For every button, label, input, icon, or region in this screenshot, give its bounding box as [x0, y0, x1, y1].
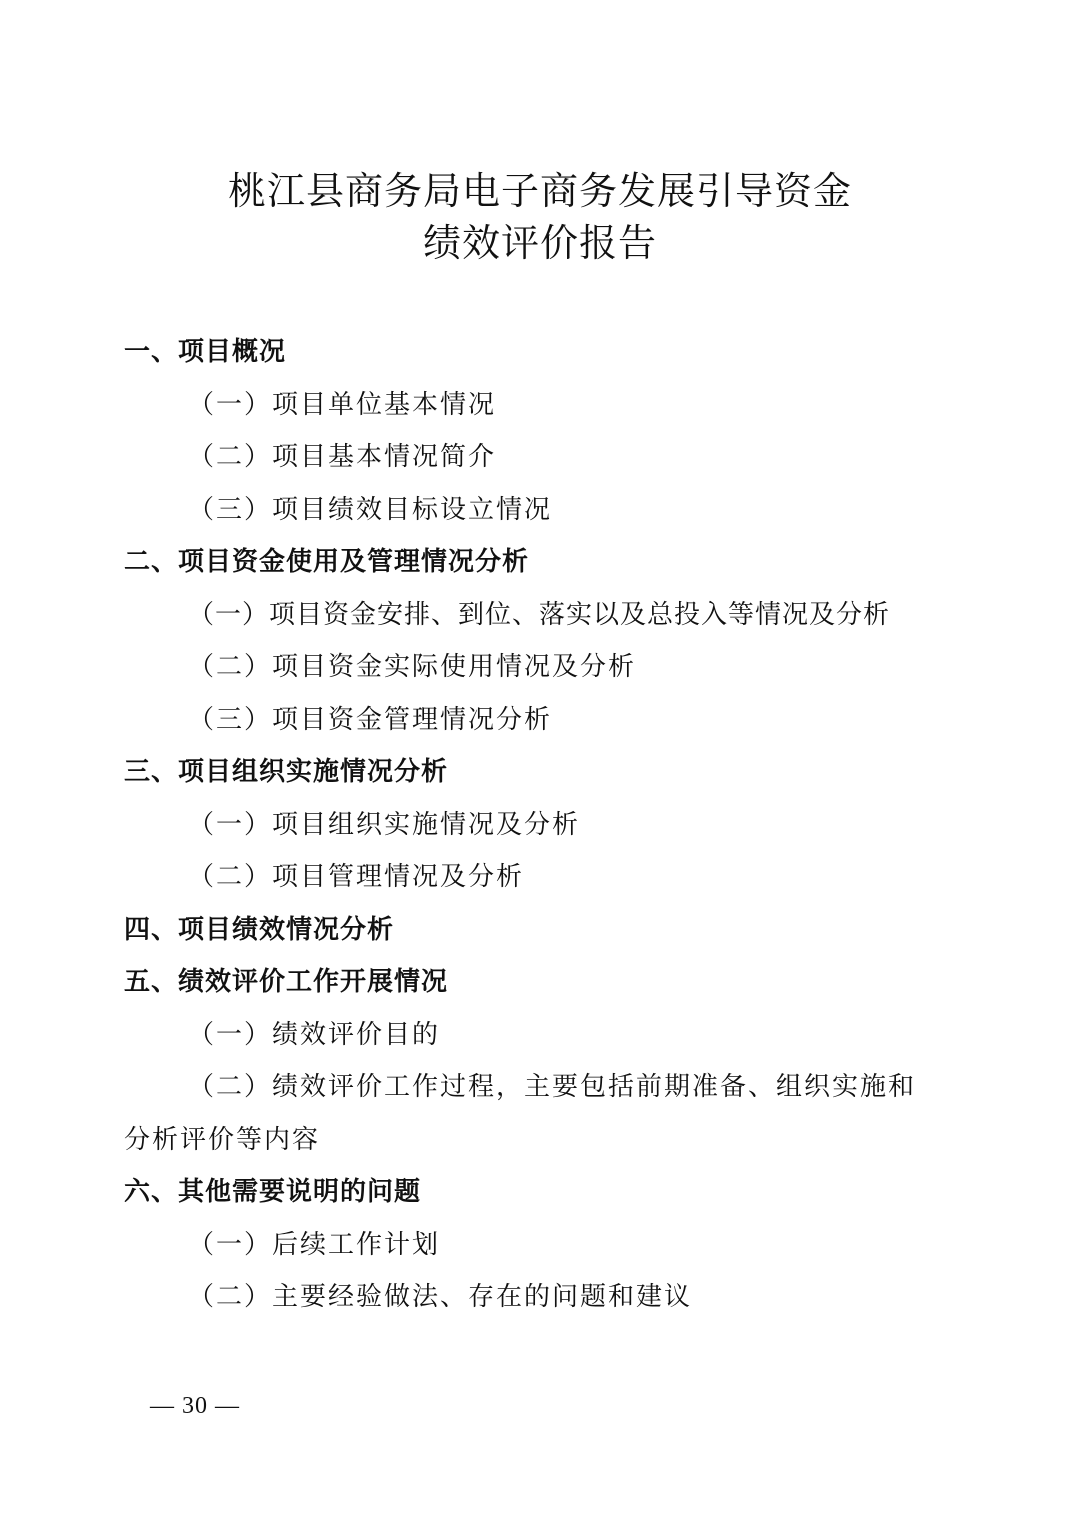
subsection-5-2: （二）绩效评价工作过程，主要包括前期准备、组织实施和分析评价等内容 [124, 1072, 917, 1155]
subsection-6-2: （二）主要经验做法、存在的问题和建议 [188, 1282, 693, 1312]
subsection-1-3: （三）项目绩效目标设立情况 [188, 494, 553, 525]
subsection-2-3: （三）项目资金管理情况分析 [188, 704, 553, 735]
subsection-3-1: （一）项目组织实施情况及分析 [188, 809, 581, 840]
report-outline [124, 326, 944, 1324]
report-title-line-2: 绩效评价报告 [422, 221, 657, 265]
subsection-3-2: （二）项目管理情况及分析 [188, 862, 525, 892]
section-heading-5: 五、绩效评价工作开展情况 [124, 967, 449, 997]
subsection-6-1: （一）后续工作计划 [188, 1229, 441, 1260]
report-title-line-1: 桃江县商务局电子商务发展引导资金 [227, 169, 852, 213]
section-heading-4: 四、项目绩效情况分析 [124, 914, 395, 945]
section-heading-1: 一、项目概况 [124, 337, 287, 367]
section-heading-6: 六、其他需要说明的问题 [124, 1177, 422, 1207]
subsection-5-1: （一）绩效评价目的 [188, 1019, 441, 1050]
subsection-2-2: （二）项目资金实际使用情况及分析 [188, 652, 637, 682]
subsection-1-2: （二）项目基本情况简介 [188, 442, 497, 472]
subsection-2-1: （一）项目资金安排、到位、落实以及总投入等情况及分析 [188, 599, 891, 630]
page-number: — 30 — [150, 1393, 240, 1419]
subsection-1-1: （一）项目单位基本情况 [188, 389, 497, 420]
section-heading-2: 二、项目资金使用及管理情况分析 [124, 547, 530, 577]
section-heading-3: 三、项目组织实施情况分析 [124, 757, 449, 787]
